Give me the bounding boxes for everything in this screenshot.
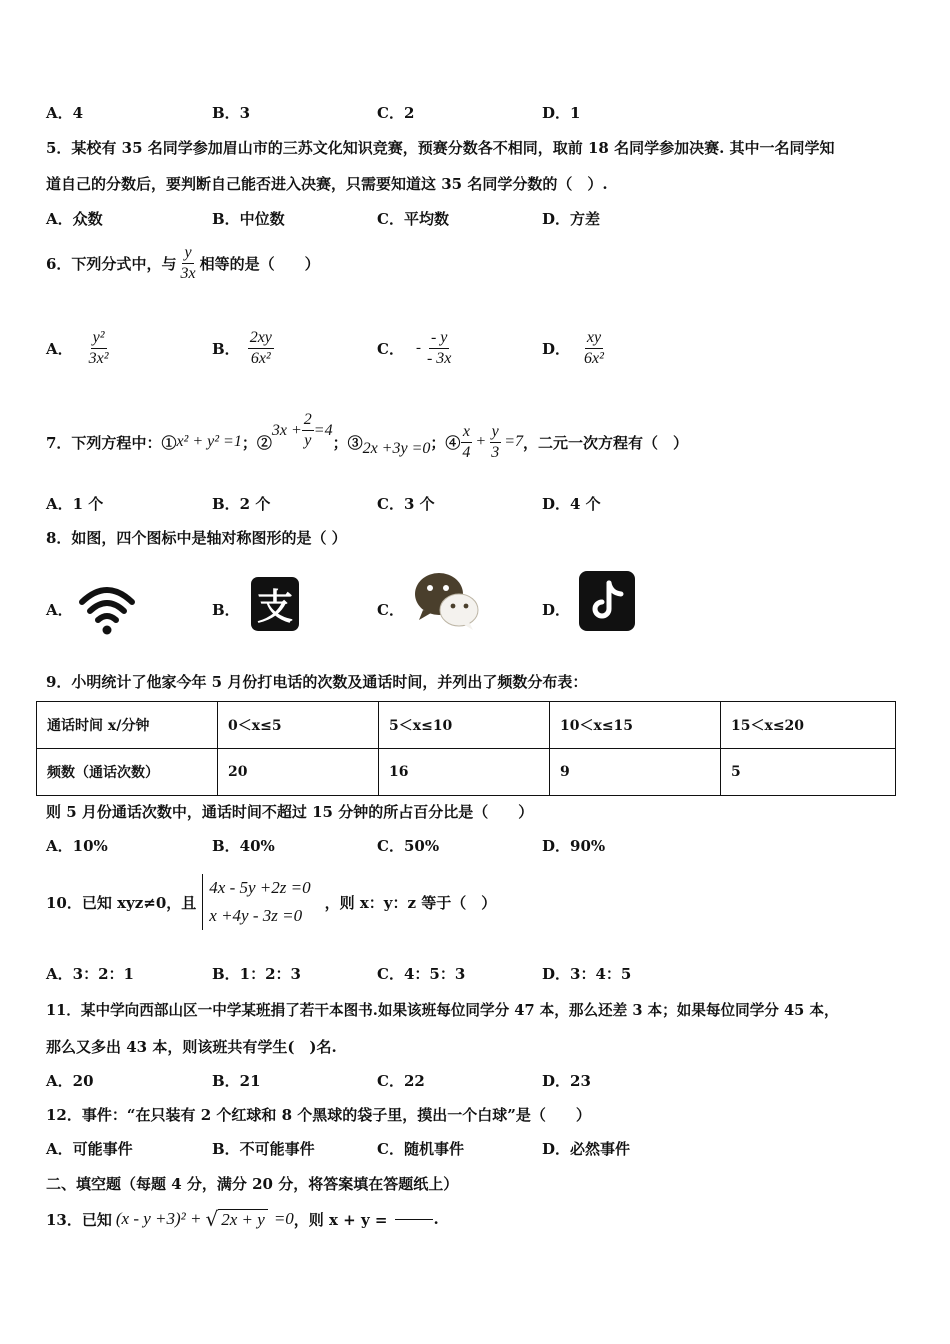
q6-option-d-frac [582,328,606,369]
q13-sqrt [206,1207,268,1231]
q7-sep2: ；② [241,433,272,452]
q6-option-c [377,328,453,369]
q6-fraction [178,243,197,284]
q10-suffix: ，则 x：y：z 等于（ ） [324,893,497,912]
q6-c-sign: - [415,340,421,356]
q10-option-c: C．4：5：3 [377,965,466,983]
q5-stem-line2: 道自己的分数后，要判断自己能否进入决赛，只需要知道这 35 名同学分数的（ ）. [46,175,608,193]
q7-eq4-num2: y [490,422,501,443]
q7-prefix: 7．下列方程中：① [46,433,177,452]
q6-label-a: A． [46,340,73,358]
q6-stem [46,243,320,284]
q9-option-b: B．40% [212,837,275,855]
q6-c-den: - 3x [426,350,452,367]
q12-stem: 12．事件：“在只装有 2 个红球和 8 个黑球的袋子里，摸出一个白球”是（ ） [46,1106,591,1124]
q5-option-a: A．众数 [46,210,103,228]
q4-option-c: C．2 [377,104,415,122]
q6-option-c-frac [425,328,453,369]
q7-suffix: ，二元一次方程有（ ） [522,433,688,452]
q6-a-num: y² [91,328,107,349]
q12-option-a: A．可能事件 [46,1140,133,1158]
q6-b-den: 6x² [250,350,271,367]
q6-d-den: 6x² [584,350,604,367]
q6-option-a [46,328,111,369]
q6-label-b: B． [212,340,240,358]
sqrt-icon: √ [205,1207,219,1231]
q7-eq2-right: =4 [313,422,333,439]
table-cell: 20 [218,749,379,796]
q4-option-d: D．1 [542,104,581,122]
table-cell: 5 [721,749,896,796]
q8-stem: 8．如图，四个图标中是轴对称图形的是（ ） [46,529,347,547]
q6-option-d [542,328,606,369]
q8-label-d: D． [542,601,571,619]
q6-option-b [212,328,274,369]
table-cell: 频数（通话次数） [37,749,218,796]
q10-option-a: A．3：2：1 [46,965,134,983]
q6-label-c: C． [377,340,404,358]
q5-option-d: D．方差 [542,210,601,228]
q13-suffix: ，则 x + y = [293,1210,388,1229]
q7-stem [46,410,688,474]
q6-a-den: 3x² [88,350,109,367]
q5-option-c: C．平均数 [377,210,449,228]
q12-option-d: D．必然事件 [542,1140,631,1158]
q7-eq2-frac [302,410,314,451]
alipay-icon [251,577,299,631]
q11-stem-line2: 那么又多出 43 本，则该班共有学生( )名. [46,1038,337,1056]
frequency-table [36,701,896,796]
q6-prefix: 6．下列分式中，与 [46,255,177,273]
q7-option-d: D．4 个 [542,495,601,513]
q6-b-num: 2xy [248,328,274,349]
q10-stem [46,872,496,932]
q7-eq4-right: =7 [504,433,523,450]
q6-option-a-frac [87,328,111,369]
q6-c-num: - y [429,328,449,349]
q12-option-b: B．不可能事件 [212,1140,315,1158]
section-heading: 二、填空题（每题 4 分，满分 20 分，将答案填在答题纸上） [46,1175,459,1193]
q10-option-b: B．1：2：3 [212,965,301,983]
table-row [37,702,896,749]
q12-option-c: C．随机事件 [377,1140,464,1158]
q11-stem-line1: 11．某中学向西部山区一中学某班捐了若干本图书.如果该班每位同学分 47 本，那么还差 3 本；如果每位同学分 45 本， [46,1002,839,1019]
table-header-cell: 5＜x≤10 [379,702,550,749]
q8-label-c: C． [377,601,404,619]
q7-option-a: A．1 个 [46,495,104,513]
q13-end: . [433,1210,439,1228]
q10-option-d: D．3：4：5 [542,965,632,983]
q7-eq4-num1: x [461,422,472,443]
q7-eq4-plus: + [475,433,487,450]
q6-option-b-frac [248,328,274,369]
q13-expr2: =0 [273,1209,294,1228]
q6-frac-den: 3x [180,265,196,282]
q9-stem: 9．小明统计了他家今年 5 月份打电话的次数及通话时间，并列出了频数分布表： [46,673,588,691]
q13-answer-blank[interactable] [395,1219,433,1220]
q4-option-a: A．4 [46,104,84,122]
q7-sep4: ；④ [430,433,461,452]
q10-prefix: 10．已知 xyz≠0，且 [46,893,197,912]
q11-option-d: D．23 [542,1072,591,1090]
q6-label-d: D． [542,340,571,358]
table-cell: 16 [379,749,550,796]
q13-expr1: (x - y +3)² + [115,1209,202,1228]
q7-sep3: ；③ [332,433,363,452]
q10-eq1: 4x - 5y +2z =0 [209,878,311,897]
q8-label-b: B． [212,601,240,619]
q7-eq2-num: 2 [302,410,314,431]
table-cell: 9 [550,749,721,796]
q7-eq4-frac2 [489,422,501,463]
q10-eq2: x +4y - 3z =0 [209,906,303,925]
wifi-icon [78,582,136,636]
q7-eq2-left: 3x + [271,422,302,439]
q13-stem [46,1201,439,1237]
q7-eq4-den2: 3 [491,443,500,461]
q11-option-c: C．22 [377,1072,425,1090]
q7-eq3: 2x +3y =0 [362,440,431,457]
q13-sqrt-inner: 2x + y [218,1209,268,1230]
q9-option-a: A．10% [46,837,108,855]
q6-suffix: 相等的是（ ） [199,255,320,273]
tiktok-icon [579,571,635,631]
table-header-cell: 10＜x≤15 [550,702,721,749]
q7-eq1: x² + y² =1 [176,433,242,450]
alipay-glyph: 支 [256,587,294,628]
q11-option-a: A．20 [46,1072,94,1090]
q7-eq4-den1: 4 [462,443,471,461]
q4-option-b: B．3 [212,104,251,122]
q11-option-b: B．21 [212,1072,261,1090]
q9-option-c: C．50% [377,837,440,855]
table-header-cell: 通话时间 x/分钟 [37,702,218,749]
q13-prefix: 13．已知 [46,1210,112,1229]
q5-stem-line1: 5．某校有 35 名同学参加眉山市的三苏文化知识竞赛，预赛分数各不相同，取前 18 名同学参加决赛. 其中一名同学知 [46,139,835,157]
q7-eq4-frac1 [460,422,472,463]
table-header-cell: 15＜x≤20 [721,702,896,749]
q7-option-b: B．2 个 [212,495,271,513]
table-row [37,749,896,796]
table-header-cell: 0＜x≤5 [218,702,379,749]
q8-label-a: A． [46,601,73,619]
q6-frac-num: y [182,243,193,264]
q7-eq2-den: y [304,432,312,449]
wechat-icon [413,570,481,632]
q9-option-d: D．90% [542,837,606,855]
q10-equation-system [202,874,310,930]
q7-option-c: C．3 个 [377,495,435,513]
q9-question: 则 5 月份通话次数中，通话时间不超过 15 分钟的所占百分比是（ ） [46,803,534,821]
q6-d-num: xy [585,328,603,349]
q5-option-b: B．中位数 [212,210,285,228]
